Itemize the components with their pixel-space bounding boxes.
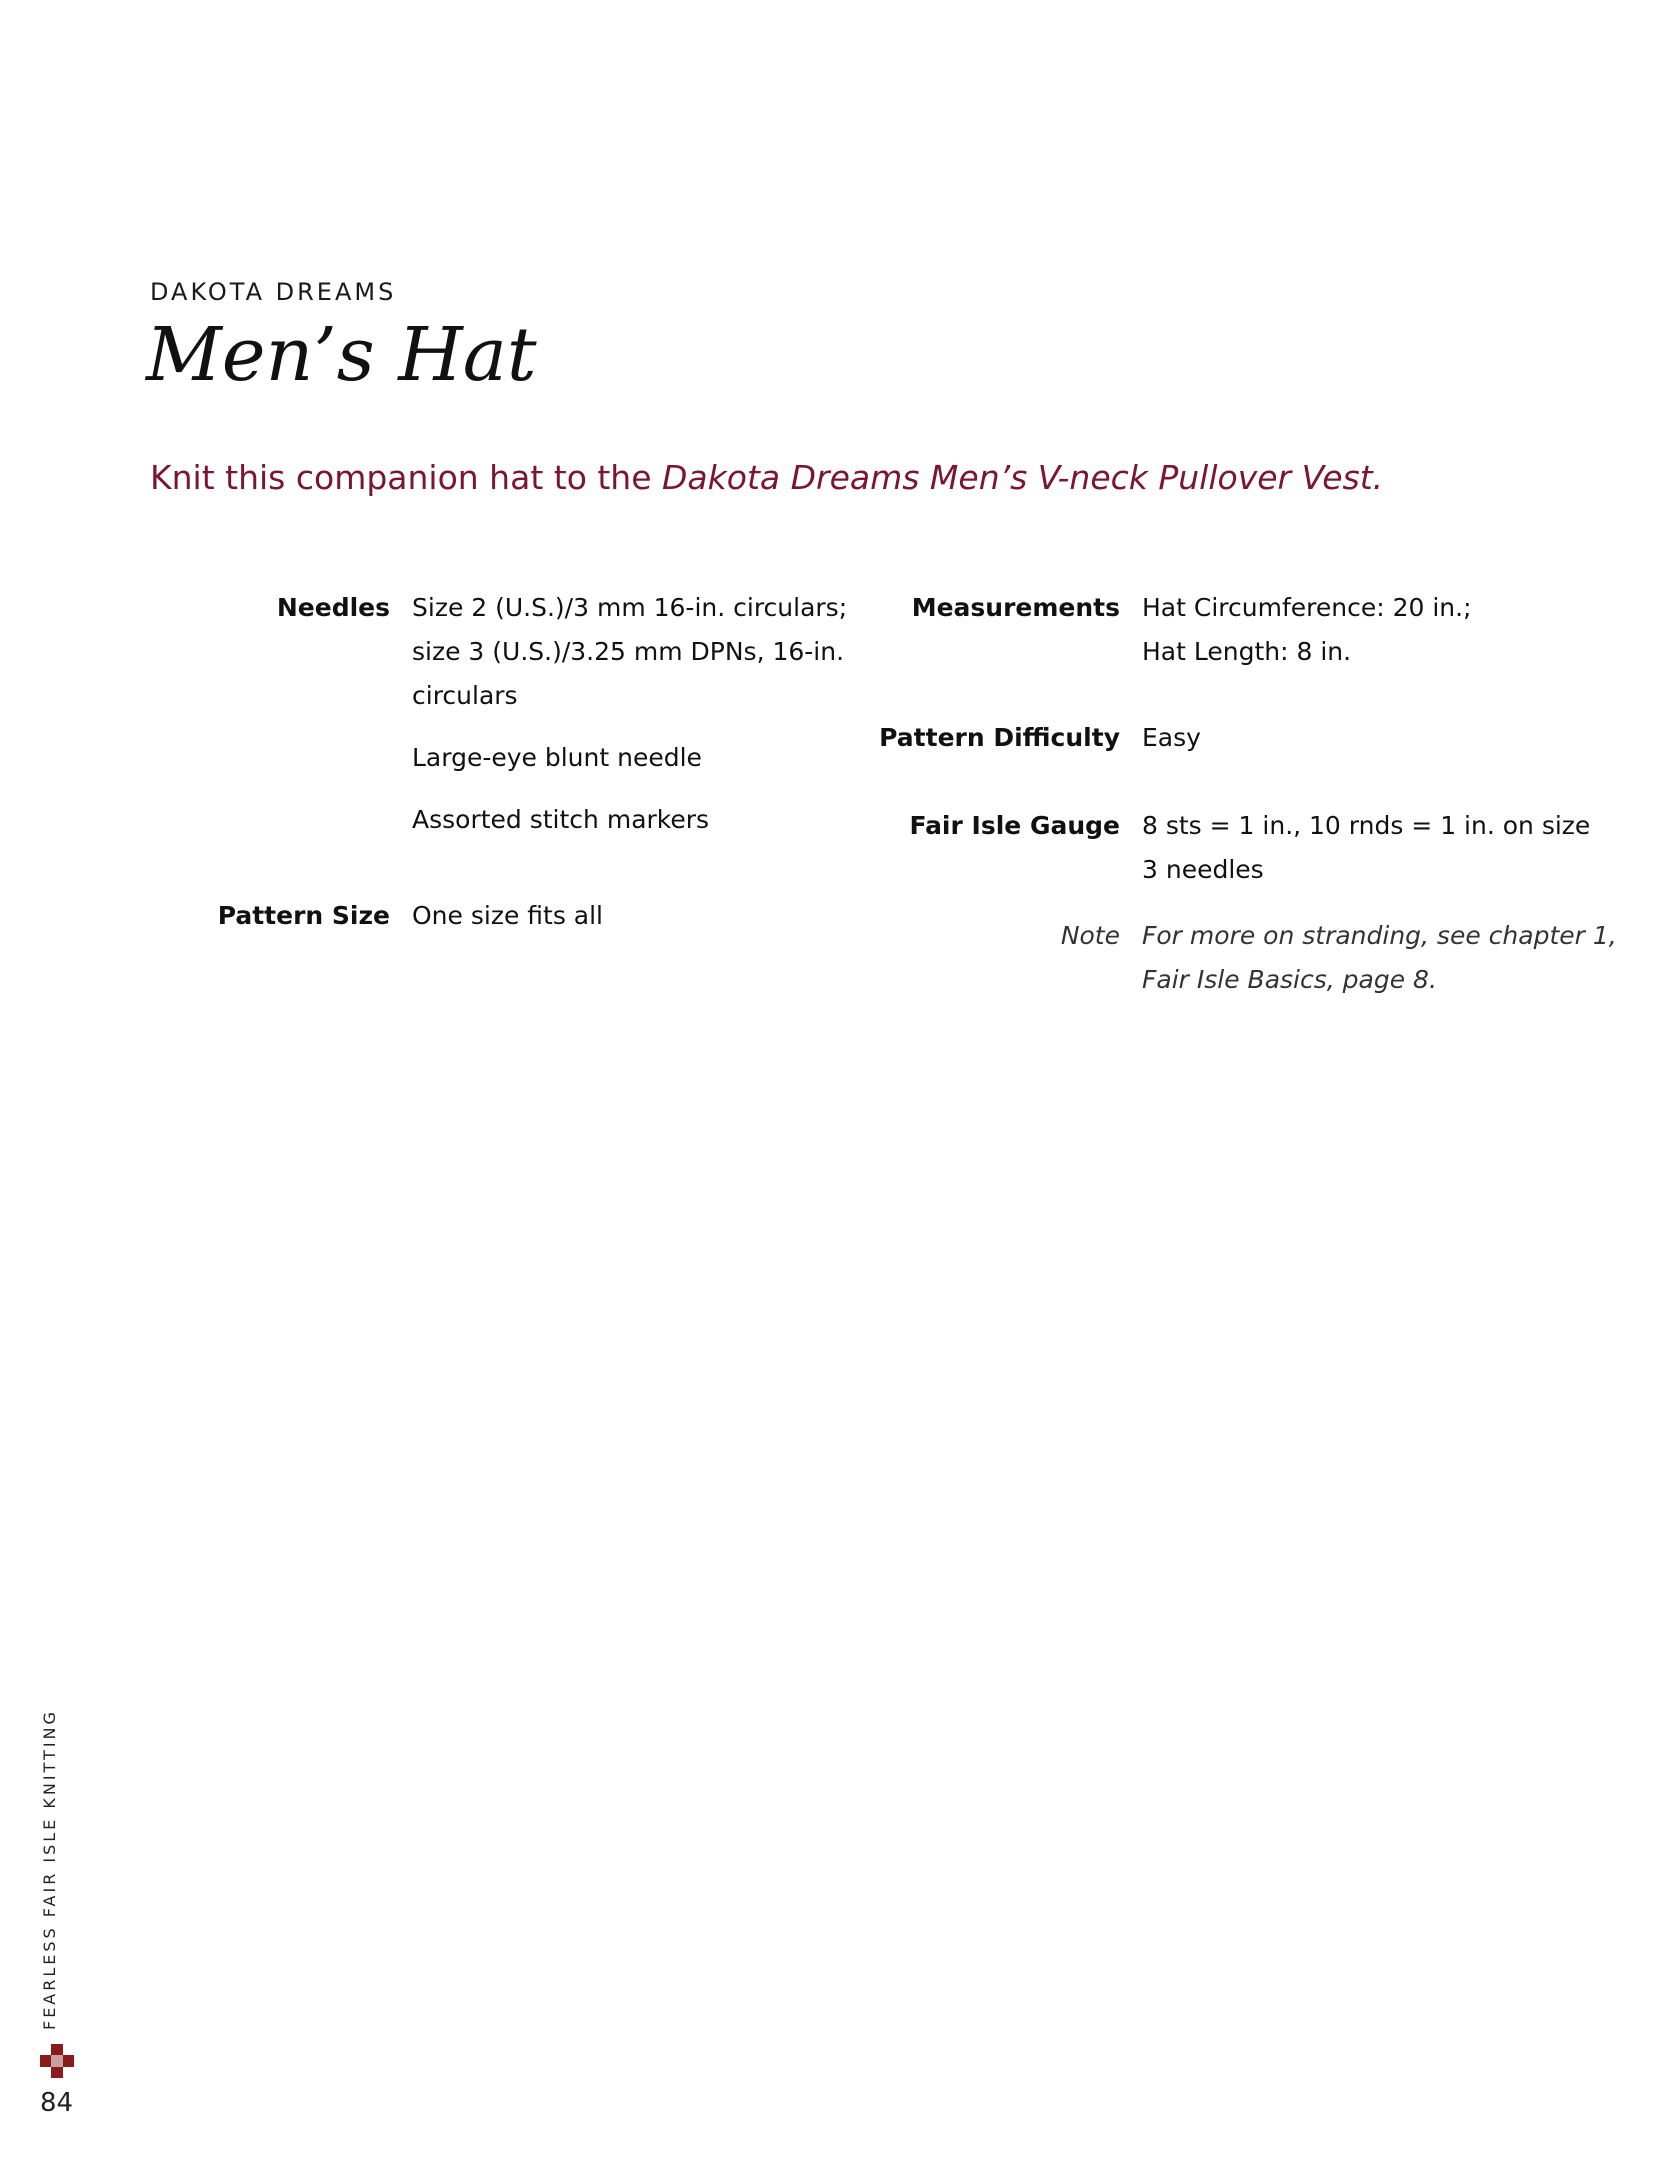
pattern-size-value: One size fits all [412,901,604,930]
note-row [850,914,1630,1002]
intro-lead: Knit this companion hat to the [150,458,663,497]
intro-italic: Dakota Dreams Men’s V-neck Pullover Vest. [662,458,1384,497]
gauge-line-2: 3 needles [1142,855,1264,884]
measurements-line-2: Hat Length: 8 in. [1142,637,1352,666]
pattern-size-row [150,894,850,938]
measurements-line-1: Hat Circumference: 20 in.; [1142,593,1472,622]
note-line-2: Fair Isle Basics, page 8. [1142,965,1437,994]
measurements-label: Measurements [911,593,1120,622]
needles-value [412,586,847,860]
cross-ornament-icon [40,2044,74,2078]
note-line-1: For more on stranding, see chapter 1, [1142,921,1617,950]
difficulty-label: Pattern Difficulty [879,723,1120,752]
gauge-value [1142,804,1590,892]
specs-right-column [850,586,1630,1002]
specs-left-column [150,586,850,938]
measurements-value [1142,586,1472,674]
needles-line-1: Size 2 (U.S.)/3 mm 16-in. circulars; [412,593,848,622]
spine-running-title: FEARLESS FAIR ISLE KNITTING [40,1709,59,2030]
note-value [1142,914,1617,1002]
needles-line-2: size 3 (U.S.)/3.25 mm DPNs, 16-in. [412,637,845,666]
page-number: 84 [40,2088,74,2118]
page-title: Men’s Hat [146,312,537,398]
difficulty-value: Easy [1142,723,1201,752]
measurements-row [850,586,1630,674]
needles-line-3: circulars [412,681,518,710]
gauge-row [850,804,1630,892]
needles-label: Needles [276,593,390,622]
needles-line-4: Large-eye blunt needle [412,743,702,772]
pattern-size-label: Pattern Size [217,901,390,930]
needles-line-5: Assorted stitch markers [412,805,710,834]
section-kicker: DAKOTA DREAMS [150,278,397,306]
difficulty-row [850,716,1630,760]
gauge-line-1: 8 sts = 1 in., 10 rnds = 1 in. on size [1142,811,1591,840]
note-label: Note [1060,921,1120,950]
gauge-label: Fair Isle Gauge [909,811,1120,840]
needles-row [150,586,850,860]
intro-text [150,458,1383,497]
